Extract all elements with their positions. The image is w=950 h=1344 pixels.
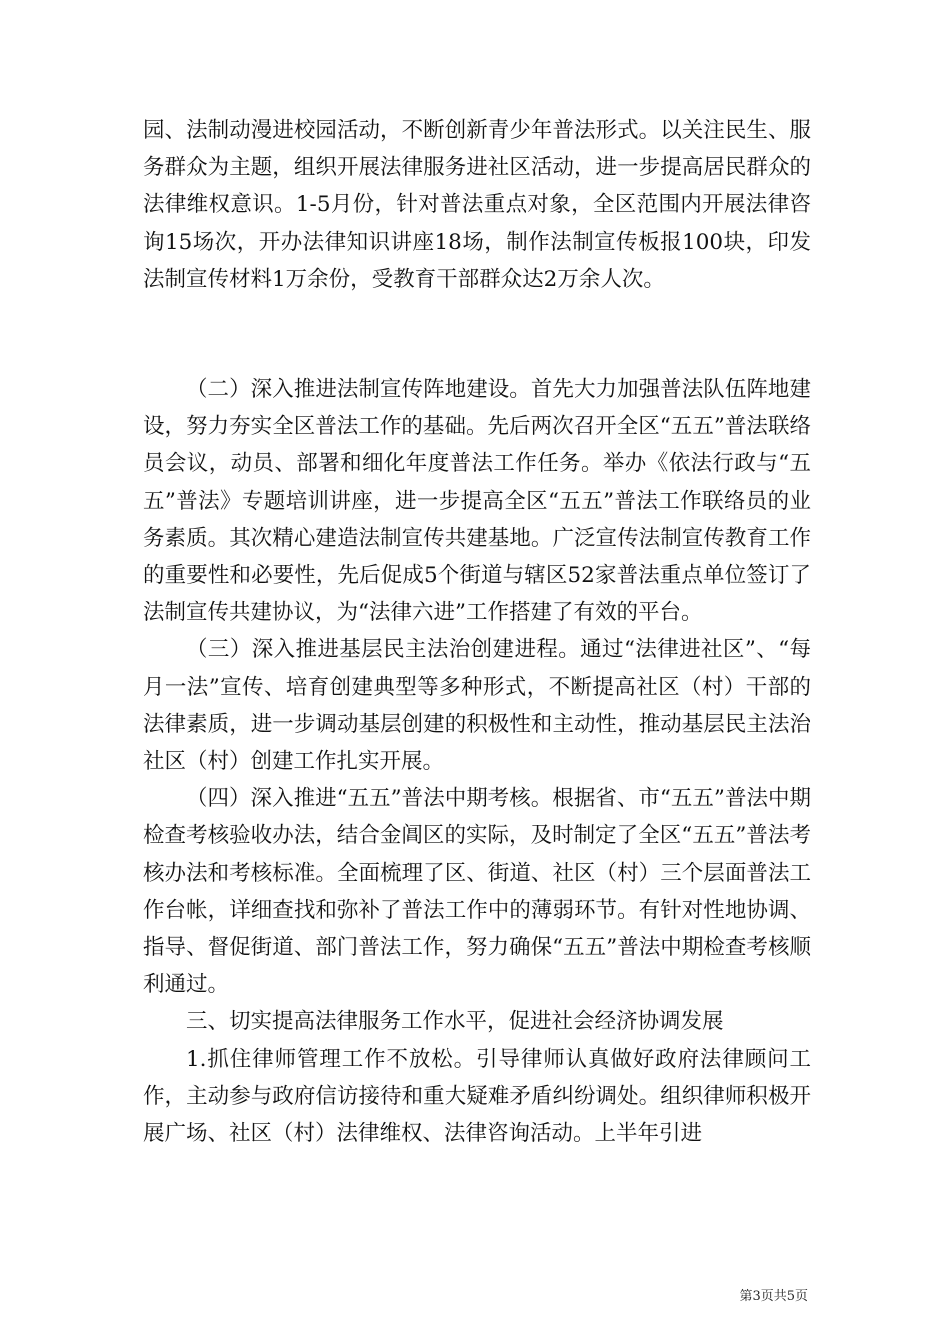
document-body [143, 112, 811, 1152]
page-number-footer: 第3页共5页 [739, 1289, 808, 1304]
paragraph-continuation: 园、法制动漫进校园活动，不断创新青少年普法形式。以关注民生、服务群众为主题，组织开展法律服务进社区活动，进一步提高居民群众的法律维权意识。1-5月份，针对普法重点对象，全区范围内开展法律咨询15场次，开办法律知识讲座18场，制作法制宣传板报100块，印发法制宣传材料1万余份，受教育干部群众达2万余人次。 [143, 118, 811, 292]
paragraph-item-1: 1.抓住律师管理工作不放松。引导律师认真做好政府法律顾问工作，主动参与政府信访接待和重大疑难矛盾纠纷调处。组织律师积极开展广场、社区（村）法律维权、法律咨询活动。上半年引进 [143, 1046, 811, 1147]
section-heading-3: 三、切实提高法律服务工作水平，促进社会经济协调发展 [186, 1009, 724, 1035]
paragraph-section-3: （三）深入推进基层民主法治创建进程。通过“法律进社区”、“每月一法”宣传、培育创建典型等多种形式，不断提高社区（村）干部的法律素质，进一步调动基层创建的积极性和主动性，推动基层民主法治社区（村）创建工作扎实开展。 [143, 637, 811, 775]
paragraph-spacer [143, 298, 811, 371]
paragraph-section-4: （四）深入推进“五五”普法中期考核。根据省、市“五五”普法中期检查考核验收办法，结合金阊区的实际，及时制定了全区“五五”普法考核办法和考核标准。全面梳理了区、街道、社区（村）三个层面普法工作台帐，详细查找和弥补了普法工作中的薄弱环节。有针对性地协调、指导、督促街道、部门普法工作，努力确保“五五”普法中期检查考核顺利通过。 [143, 786, 811, 998]
paragraph-section-2: （二）深入推进法制宣传阵地建设。首先大力加强普法队伍阵地建设，努力夯实全区普法工作的基础。先后两次召开全区“五五”普法联络员会议，动员、部署和细化年度普法工作任务。举办《依法行政与“五五”普法》专题培训讲座，进一步提高全区“五五”普法工作联络员的业务素质。其次精心建造法制宣传共建基地。广泛宣传法制宣传教育工作的重要性和必要性，先后促成5个街道与辖区52家普法重点单位签订了法制宣传共建协议，为“法律六进”工作搭建了有效的平台。 [143, 377, 811, 626]
